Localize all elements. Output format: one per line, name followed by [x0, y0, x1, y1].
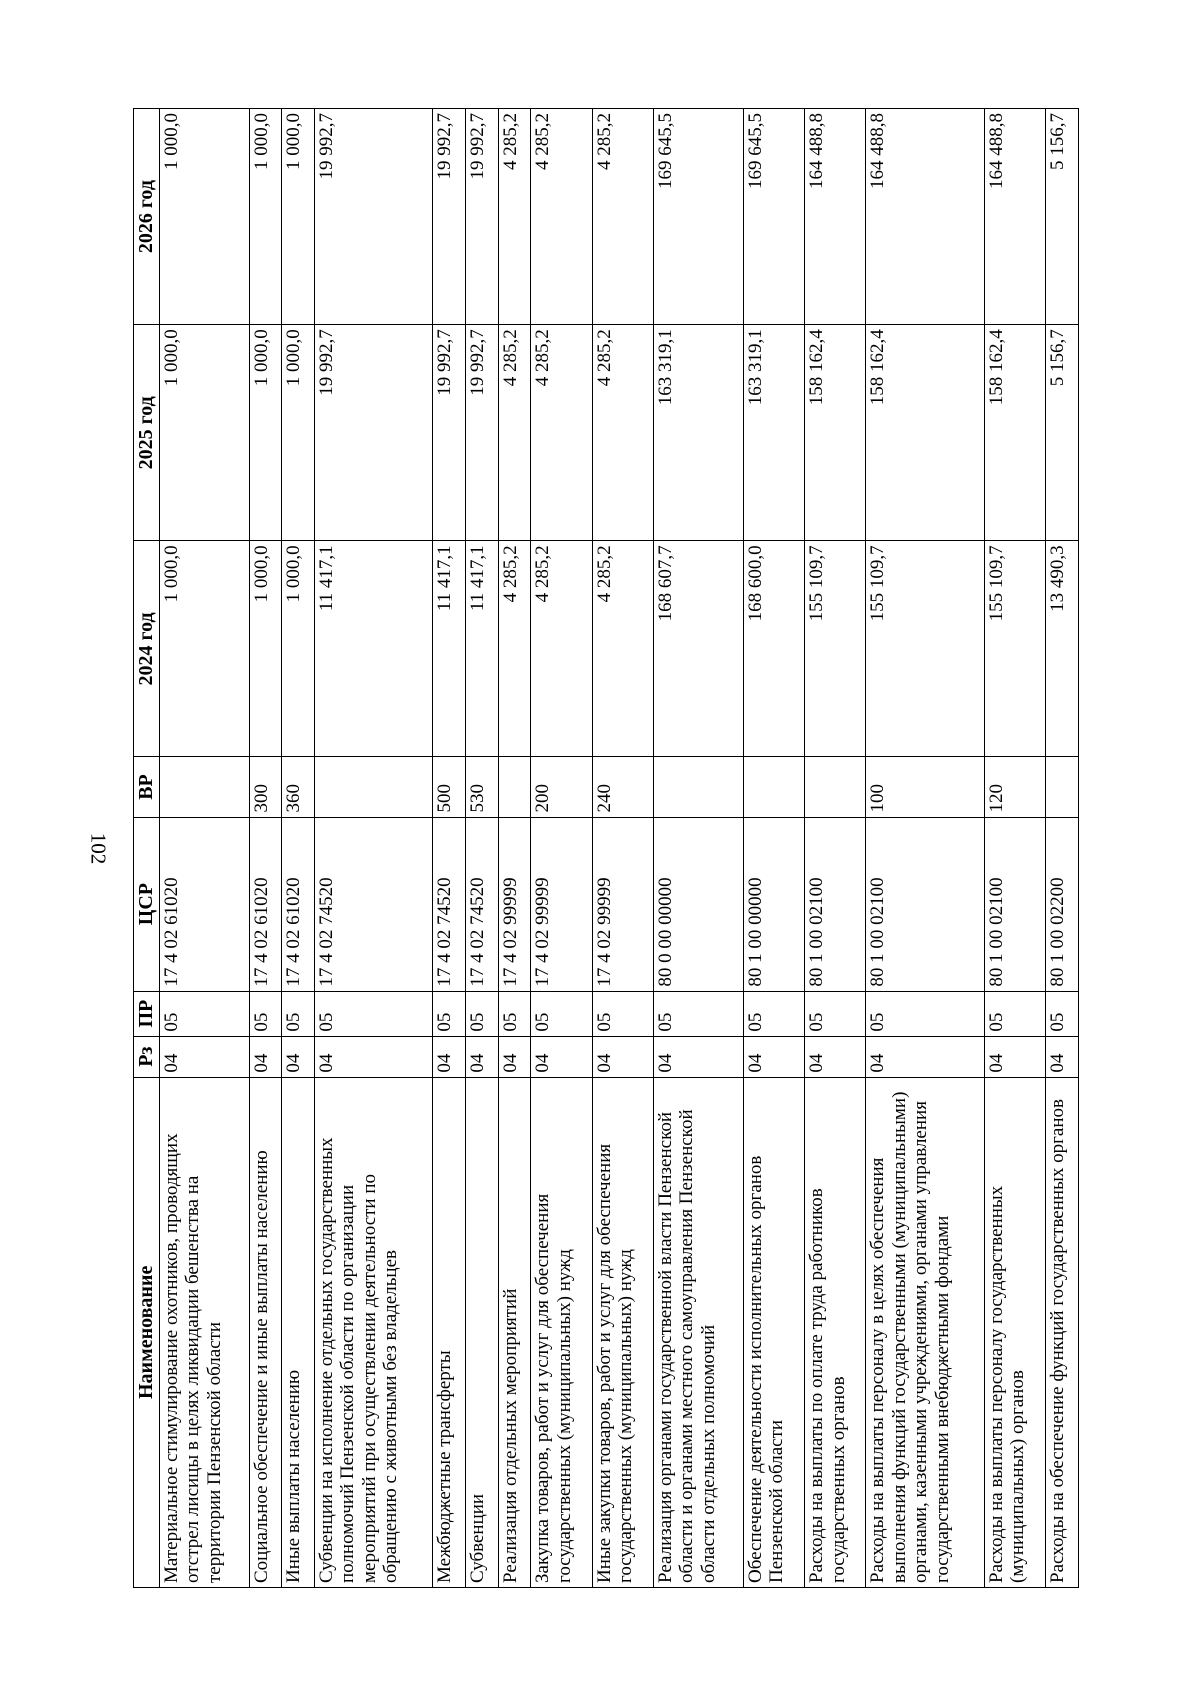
cell-2024: 4 285,2 [592, 541, 653, 757]
cell-2026: 1 000,0 [282, 109, 315, 325]
header-2025: 2025 год [134, 325, 160, 541]
cell-pr: 05 [592, 991, 653, 1036]
cell-rz: 04 [249, 1036, 282, 1077]
cell-pr: 05 [653, 991, 743, 1036]
cell-name: Субвенции [466, 1077, 499, 1587]
cell-csr: 80 1 00 02200 [1046, 817, 1079, 991]
cell-csr: 17 4 02 61020 [282, 817, 315, 991]
cell-name: Материальное стимулирование охотников, проводящих отстрел лисицы в целях ликвидации бешенства на территории Пензенской области [159, 1077, 249, 1587]
header-2026: 2026 год [134, 109, 160, 325]
cell-rz: 04 [433, 1036, 466, 1077]
cell-2025: 1 000,0 [282, 325, 315, 541]
cell-vr: 530 [466, 757, 499, 817]
cell-2025: 158 162,4 [866, 325, 985, 541]
cell-2025: 19 992,7 [314, 325, 433, 541]
table-row [249, 109, 282, 1588]
table-row [531, 109, 592, 1588]
cell-csr: 17 4 02 74520 [314, 817, 433, 991]
cell-name: Расходы на выплаты персоналу в целях обеспечения выполнения функций государственными (муниципальными) органами, казенными учреждениями, органами управления государственными внебюджетными фондами [866, 1077, 985, 1587]
cell-vr: 100 [866, 757, 985, 817]
table-row [159, 109, 249, 1588]
cell-name: Расходы на обеспечение функций государственных органов [1046, 1077, 1079, 1587]
cell-pr: 05 [805, 991, 866, 1036]
cell-vr: 360 [282, 757, 315, 817]
cell-csr: 17 4 02 99999 [498, 817, 531, 991]
rotated-table-container [133, 108, 1079, 1588]
cell-name: Расходы на выплаты персоналу государственных (муниципальных) органов [984, 1077, 1045, 1587]
table-row [592, 109, 653, 1588]
cell-name: Межбюджетные трансферты [433, 1077, 466, 1587]
cell-rz: 04 [466, 1036, 499, 1077]
table-row [866, 109, 985, 1588]
cell-vr [159, 757, 249, 817]
table-row [498, 109, 531, 1588]
cell-pr: 05 [282, 991, 315, 1036]
budget-table [133, 108, 1079, 1588]
cell-vr [1046, 757, 1079, 817]
cell-name: Субвенции на исполнение отдельных государственных полномочий Пензенской области по организации мероприятий при осуществлении деятельности по обращению с животными без владельцев [314, 1077, 433, 1587]
cell-2024: 155 109,7 [805, 541, 866, 757]
cell-csr: 17 4 02 99999 [592, 817, 653, 991]
cell-2025: 19 992,7 [433, 325, 466, 541]
cell-csr: 80 0 00 00000 [653, 817, 743, 991]
cell-2024: 168 607,7 [653, 541, 743, 757]
cell-2025: 163 319,1 [653, 325, 743, 541]
cell-2025: 4 285,2 [498, 325, 531, 541]
cell-2024: 11 417,1 [466, 541, 499, 757]
cell-vr: 300 [249, 757, 282, 817]
cell-pr: 05 [433, 991, 466, 1036]
cell-vr [314, 757, 433, 817]
cell-2025: 158 162,4 [984, 325, 1045, 541]
cell-2026: 19 992,7 [433, 109, 466, 325]
table-row [1046, 109, 1079, 1588]
cell-rz: 04 [984, 1036, 1045, 1077]
cell-rz: 04 [498, 1036, 531, 1077]
table-row [743, 109, 804, 1588]
cell-name: Реализация отдельных мероприятий [498, 1077, 531, 1587]
cell-2024: 155 109,7 [866, 541, 985, 757]
cell-name: Иные закупки товаров, работ и услуг для обеспечения государственных (муниципальных) нужд [592, 1077, 653, 1587]
cell-vr: 500 [433, 757, 466, 817]
cell-vr [743, 757, 804, 817]
cell-csr: 80 1 00 02100 [805, 817, 866, 991]
cell-rz: 04 [805, 1036, 866, 1077]
cell-2026: 164 488,8 [866, 109, 985, 325]
table-row [653, 109, 743, 1588]
cell-2025: 1 000,0 [159, 325, 249, 541]
cell-2026: 169 645,5 [653, 109, 743, 325]
cell-rz: 04 [314, 1036, 433, 1077]
cell-vr: 240 [592, 757, 653, 817]
cell-2026: 4 285,2 [531, 109, 592, 325]
cell-rz: 04 [282, 1036, 315, 1077]
cell-rz: 04 [592, 1036, 653, 1077]
table-header-row [134, 109, 160, 1588]
table-row [805, 109, 866, 1588]
cell-name: Иные выплаты населению [282, 1077, 315, 1587]
cell-2024: 4 285,2 [498, 541, 531, 757]
cell-csr: 17 4 02 74520 [466, 817, 499, 991]
table-row [984, 109, 1045, 1588]
cell-rz: 04 [159, 1036, 249, 1077]
cell-csr: 80 1 00 00000 [743, 817, 804, 991]
cell-pr: 05 [743, 991, 804, 1036]
cell-2025: 163 319,1 [743, 325, 804, 541]
header-pr: ПР [134, 991, 160, 1036]
cell-2024: 13 490,3 [1046, 541, 1079, 757]
page-number: 102 [86, 832, 111, 865]
cell-2025: 4 285,2 [592, 325, 653, 541]
cell-2026: 1 000,0 [159, 109, 249, 325]
cell-name: Расходы на выплаты по оплате труда работников государственных органов [805, 1077, 866, 1587]
cell-2024: 1 000,0 [282, 541, 315, 757]
cell-vr: 200 [531, 757, 592, 817]
header-vr: ВР [134, 757, 160, 817]
cell-csr: 17 4 02 99999 [531, 817, 592, 991]
cell-2025: 4 285,2 [531, 325, 592, 541]
cell-2026: 1 000,0 [249, 109, 282, 325]
table-body [159, 109, 1078, 1588]
cell-2026: 4 285,2 [592, 109, 653, 325]
cell-2026: 169 645,5 [743, 109, 804, 325]
cell-vr: 120 [984, 757, 1045, 817]
cell-vr [653, 757, 743, 817]
cell-name: Обеспечение деятельности исполнительных органов Пензенской области [743, 1077, 804, 1587]
cell-pr: 05 [531, 991, 592, 1036]
cell-vr [805, 757, 866, 817]
cell-2024: 11 417,1 [433, 541, 466, 757]
cell-csr: 80 1 00 02100 [866, 817, 985, 991]
cell-rz: 04 [531, 1036, 592, 1077]
cell-vr [498, 757, 531, 817]
cell-pr: 05 [159, 991, 249, 1036]
table-row [433, 109, 466, 1588]
cell-2025: 19 992,7 [466, 325, 499, 541]
cell-2024: 11 417,1 [314, 541, 433, 757]
cell-2025: 1 000,0 [249, 325, 282, 541]
header-csr: ЦСР [134, 817, 160, 991]
cell-rz: 04 [743, 1036, 804, 1077]
cell-2026: 5 156,7 [1046, 109, 1079, 325]
cell-2026: 4 285,2 [498, 109, 531, 325]
cell-2024: 4 285,2 [531, 541, 592, 757]
cell-csr: 17 4 02 74520 [433, 817, 466, 991]
cell-2025: 158 162,4 [805, 325, 866, 541]
cell-name: Реализация органами государственной власти Пензенской области и органами местного самоуправления Пензенской области отдельных полномочий [653, 1077, 743, 1587]
cell-pr: 05 [984, 991, 1045, 1036]
cell-2025: 5 156,7 [1046, 325, 1079, 541]
cell-pr: 05 [498, 991, 531, 1036]
cell-2024: 1 000,0 [159, 541, 249, 757]
cell-csr: 80 1 00 02100 [984, 817, 1045, 991]
cell-pr: 05 [866, 991, 985, 1036]
cell-pr: 05 [466, 991, 499, 1036]
cell-2026: 19 992,7 [466, 109, 499, 325]
cell-rz: 04 [1046, 1036, 1079, 1077]
header-rz: Рз [134, 1036, 160, 1077]
cell-name: Закупка товаров, работ и услуг для обеспечения государственных (муниципальных) нужд [531, 1077, 592, 1587]
cell-rz: 04 [866, 1036, 985, 1077]
header-name: Наименование [134, 1077, 160, 1587]
cell-pr: 05 [314, 991, 433, 1036]
cell-2026: 164 488,8 [984, 109, 1045, 325]
cell-2024: 155 109,7 [984, 541, 1045, 757]
table-row [466, 109, 499, 1588]
cell-pr: 05 [249, 991, 282, 1036]
cell-2024: 1 000,0 [249, 541, 282, 757]
cell-2024: 168 600,0 [743, 541, 804, 757]
table-row [314, 109, 433, 1588]
cell-rz: 04 [653, 1036, 743, 1077]
cell-csr: 17 4 02 61020 [249, 817, 282, 991]
header-2024: 2024 год [134, 541, 160, 757]
cell-2026: 19 992,7 [314, 109, 433, 325]
cell-name: Социальное обеспечение и иные выплаты населению [249, 1077, 282, 1587]
cell-pr: 05 [1046, 991, 1079, 1036]
table-row [282, 109, 315, 1588]
cell-csr: 17 4 02 61020 [159, 817, 249, 991]
cell-2026: 164 488,8 [805, 109, 866, 325]
